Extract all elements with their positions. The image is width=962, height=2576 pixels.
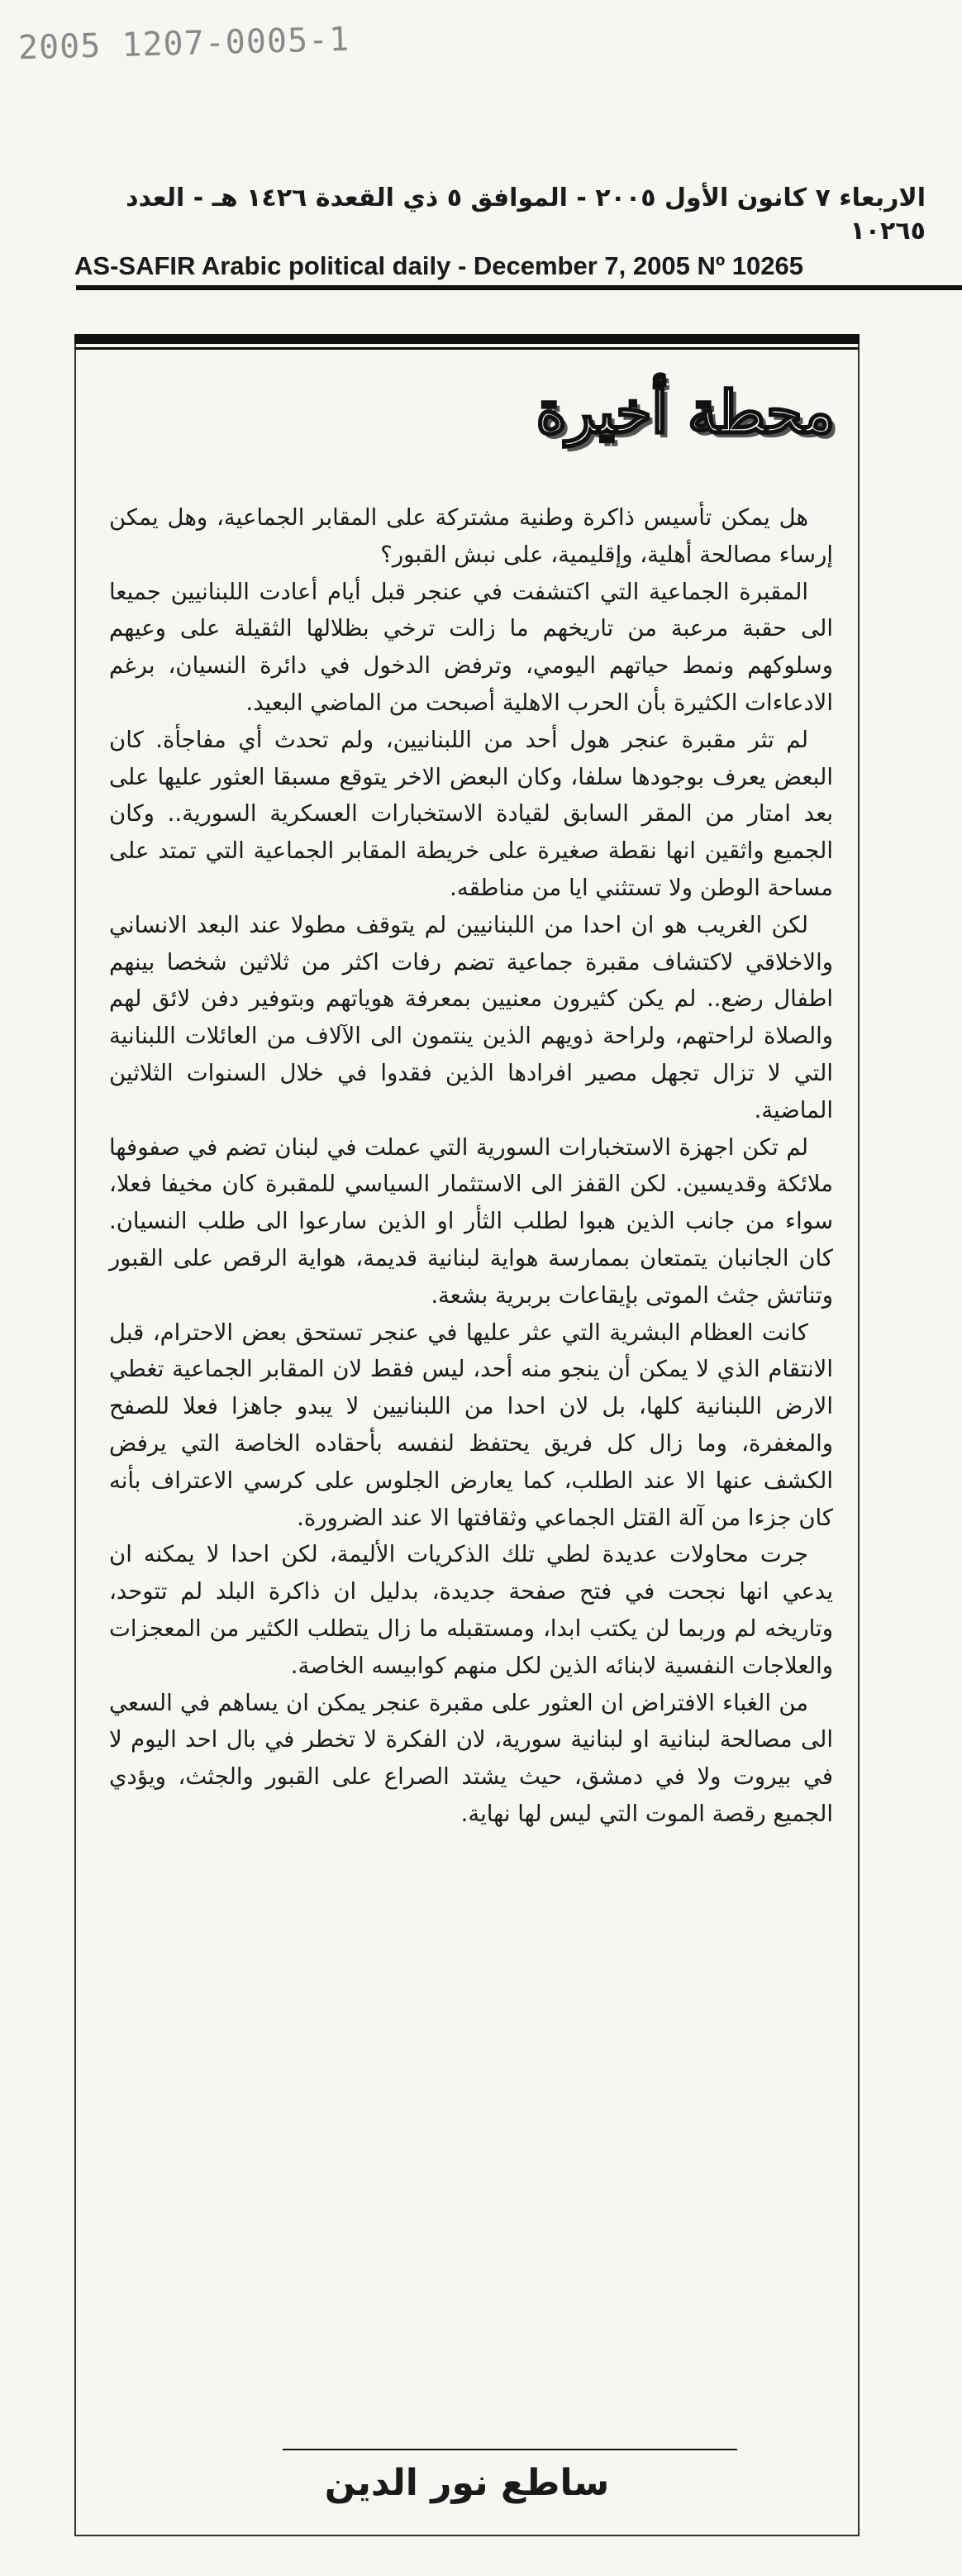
paper-name-english: AS-SAFIR Arabic political daily - December 7, 2005 Nº 10265 (74, 251, 803, 280)
section-heading: محطة أخيرة (536, 378, 835, 446)
paragraph: من الغباء الافتراض ان العثور على مقبرة عنجر يمكن ان يساهم في السعي الى مصالحة لبنانية او لبنانية سورية، لان الفكرة لا تخطر في بال احد اليوم لا في بيروت ولا في دمشق، حيث يشتد الصراع على القبور والجثث، ويؤدي الجميع رقصة الموت التي ليس لها نهاية. (109, 1689, 833, 1827)
article-box (74, 334, 860, 2536)
paragraph: لم تكن اجهزة الاستخبارات السورية التي عملت في لبنان تضم في صفوفها ملائكة وقديسين. لكن القفز الى الاستثمار السياسي للمقبرة كان مخيفا فعلا، سواء من جانب الذين هبوا لطلب الثأر او الذين سارعوا الى طلب النسيان. كان الجانبان يتمتعان بممارسة هواية لبنانية قديمة، هواية الرقص على القبور وتناتش جثث الموتى بإيقاعات بربرية بشعة. (109, 1133, 833, 1309)
paragraph: جرت محاولات عديدة لطي تلك الذكريات الأليمة، لكن احدا لا يمكنه ان يدعي انها نجحت في فتح صفحة جديدة، بدليل ان ذاكرة البلد لم تتوحد، وتاريخه لم وربما لن يكتب ابدا، ومستقبله ما زال يتطلب الكثير من المعجزات والعلاجات النفسية لابنائه الذين لكل منهم كوابيسه الخاصة. (109, 1541, 833, 1679)
author-name: ساطع نور الدين (324, 2462, 610, 2504)
paragraph: هل يمكن تأسيس ذاكرة وطنية مشتركة على المقابر الجماعية، وهل يمكن إرساء مصالحة أهلية، وإقليمية، على نبش القبور؟ (109, 504, 833, 568)
paragraph: لم تثر مقبرة عنجر هول أحد من اللبنانيين، ولم تحدث أي مفاجأة. كان البعض يعرف بوجودها سلفا، وكان البعض الاخر يتوقع مسبقا العثور عليها على بعد امتار من المقر السابق لقيادة الاستخبارات العسكرية السورية.. وكان الجميع واثقين انها نقطة صغيرة على خريطة المقابر الجماعية التي تمتد على مساحة الوطن ولا تستثني ايا من مناطقه. (109, 726, 833, 901)
masthead (74, 182, 950, 284)
article-body (109, 499, 833, 1833)
masthead-rule (76, 285, 962, 290)
article-top-rule (74, 334, 860, 344)
article-top-thin-rule (74, 347, 860, 350)
paragraph: المقبرة الجماعية التي اكتشفت في عنجر قبل أيام أعادت اللبنانيين جميعا الى حقبة مرعبة من تاريخهم ما زالت ترخي بظلالها الثقيلة على وعيهم وسلوكهم ونمط حياتهم اليومي، وترفض الدخول في دائرة النسيان، برغم الادعاءات الكثيرة بأن الحرب الاهلية أصبحت من الماضي البعيد. (109, 578, 833, 716)
paragraph: كانت العظام البشرية التي عثر عليها في عنجر تستحق بعض الاحترام، قبل الانتقام الذي لا يمكن أن ينجو منه أحد، ليس فقط لان المقابر الجماعية تغطي الارض اللبنانية كلها، بل لان احدا من اللبنانيين لا يبدو جاهزا فعلا للصفح والمغفرة، وما زال كل فريق يحتفظ لنفسه بأحقاده الخاصة التي يرفض الكشف عنها الا عند الطلب، كما يعارض الجلوس على كرسي الاعتراف بأنه كان جزءا من آلة القتل الجماعي وثقافتها الا عند الضرورة. (109, 1319, 833, 1531)
date-line-arabic: الاربعاء ٧ كانون الأول ٢٠٠٥ - الموافق ٥ ذي القعدة ١٤٢٦ هـ - العدد ١٠٢٦٥ (126, 184, 926, 246)
author-rule (283, 2449, 737, 2450)
paragraph: لكن الغريب هو ان احدا من اللبنانيين لم يتوقف مطولا عند البعد الانساني والاخلاقي لاكتشاف مقبرة جماعية تضم رفات اكثر من ثلاثين شخصا بينهم اطفال رضع.. لم يكن كثيرون معنيين بمعرفة هوياتهم وبتوفير دفن لائق لهم والصلاة لراحتهم، ولراحة ذويهم الذين ينتمون الى الآلاف من العائلات اللبنانية التي لا تزال تجهل مصير افرادها الذين فقدوا في خلال السنوات الثلاثين الماضية. (109, 911, 833, 1123)
archive-code: 2005 1207-0005-1 (17, 20, 350, 68)
